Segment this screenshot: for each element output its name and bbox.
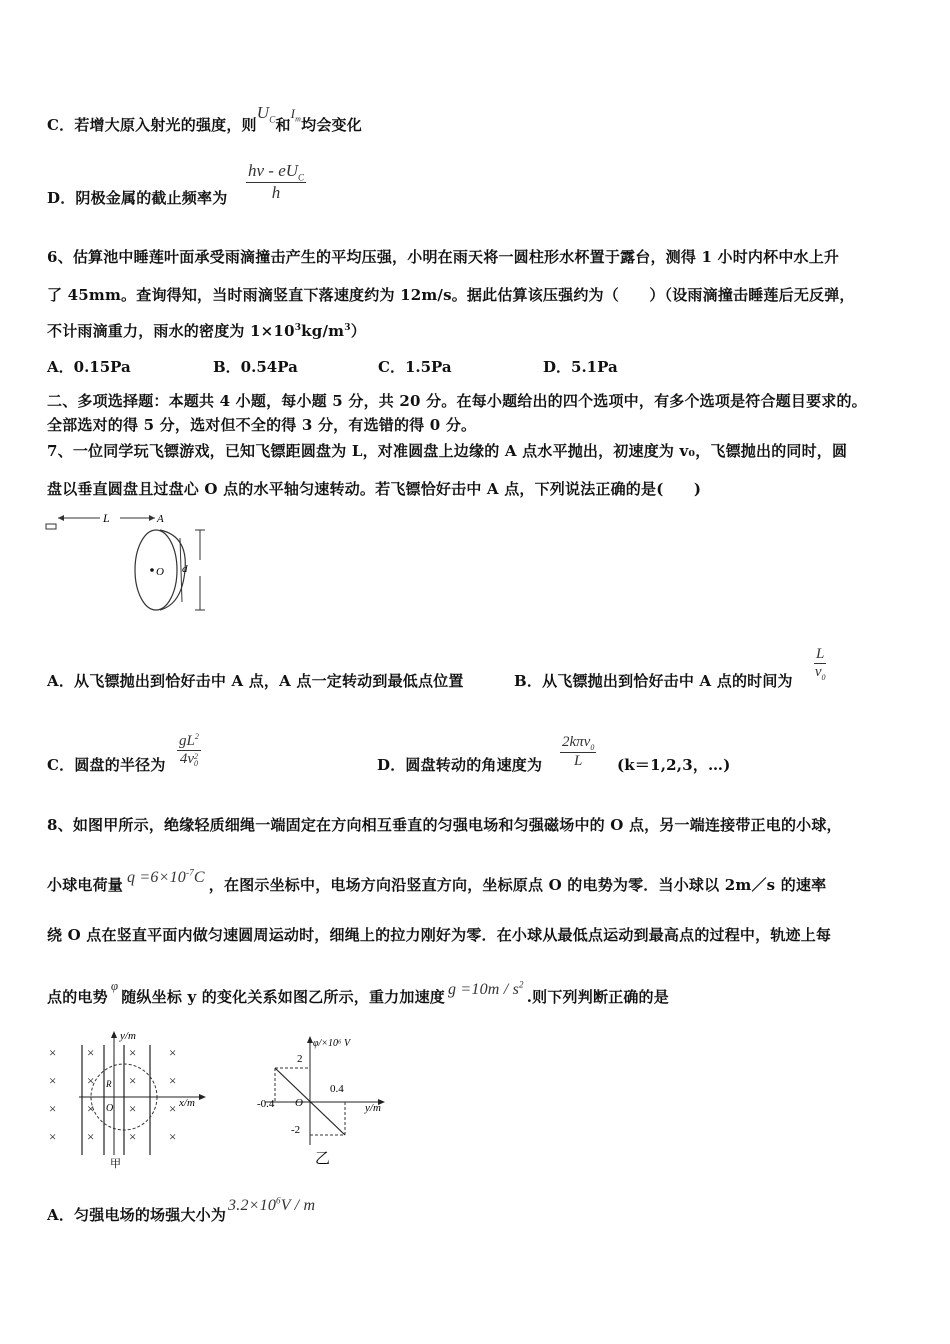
svg-text:×: × [169,1101,177,1116]
q7-option-d[interactable]: D．圆盘转动的角速度为 [377,756,543,774]
svg-text:y/m: y/m [120,1030,136,1042]
svg-text:×: × [49,1101,57,1116]
q7-line-2: 盘以垂直圆盘且过盘心 O 点的水平轴匀速转动。若飞镖恰好击中 A 点，下列说法正确的是( ) [47,480,702,498]
q8-gravity-formula: $g =10m / s^2$ [447,979,524,998]
svg-text:-2: -2 [291,1124,301,1136]
svg-text:2: 2 [297,1053,303,1065]
q8-line-4: 点的电势φ随纵坐标 y 的变化关系如图乙所示，重力加速度 $g =10m / s^2$.则下列判断正确的是 [47,978,669,1006]
svg-text:×: × [129,1101,137,1116]
svg-text:×: × [87,1129,95,1144]
svg-text:0.4: 0.4 [330,1083,344,1095]
q7-option-a[interactable]: A．从飞镖抛出到恰好击中 A 点，A 点一定转动到最低点位置 [47,672,464,690]
q6-line-1: 6、估算池中睡莲叶面承受雨滴撞击产生的平均压强，小明在雨天将一圆柱形水杯置于露台，测得 1 小时内杯中水上升 [47,248,840,266]
q7-b-fraction [814,646,826,682]
q7-b-denominator: $v_0$ [814,664,826,682]
svg-text:×: × [129,1073,137,1088]
q7-line-1: 7、一位同学玩飞镖游戏，已知飞镖距圆盘为 L，对准圆盘上边缘的 A 点水平抛出，初速度为 v₀，飞镖抛出的同时，圆 [47,442,848,460]
q7-b-numerator: L [816,646,825,662]
q7-fig-d: d [182,563,188,575]
q5-option-d[interactable] [47,187,227,208]
q8-charge-formula: $q =6\times 10^{-7}C$ [127,867,205,886]
svg-text:×: × [49,1129,57,1144]
svg-text:甲: 甲 [110,1158,121,1170]
q6-option-b[interactable]: B．0.54Pa [213,358,298,376]
q7-option-b[interactable]: B．从飞镖抛出到恰好击中 A 点的时间为 [514,672,793,690]
q7-d-range: (k＝1,2,3，…) [617,756,731,774]
svg-text:×: × [129,1129,137,1144]
svg-text:×: × [169,1129,177,1144]
q8-line-1: 8、如图甲所示，绝缘轻质细绳一端固定在方向相互垂直的匀强电场和匀强磁场中的 O 点，另一端连接带正电的小球， [47,816,842,834]
q8-figure-yi [255,1030,395,1170]
svg-text:y/m: y/m [365,1102,381,1114]
q7-d-numerator: 2kπv$_0$ [562,734,595,752]
q7-d-denominator: L [574,753,583,769]
svg-text:φ/×10⁶ V: φ/×10⁶ V [313,1038,351,1049]
q5-option-c[interactable] [47,103,362,136]
q5-d-numerator: hν - $eU_C$ [248,161,305,183]
q8-option-a[interactable]: A．匀强电场的场强大小为$3.2\times 10^6V / m$ [47,1195,316,1224]
svg-text:-0.4: -0.4 [257,1098,275,1110]
q8-line-2: 小球电荷量 $q =6\times 10^{-7}C$ ，在图示坐标中，电场方向沿竖直方向，坐标原点 O 的电势为零．当小球以 2m／s 的速率 [47,867,827,894]
section2-line-2: 全部选对的得 5 分，选对但不全的得 3 分，有选错的得 0 分。 [47,416,477,434]
svg-text:×: × [169,1045,177,1060]
svg-text:乙: 乙 [315,1151,331,1167]
disc-center-dot [150,568,154,572]
section2-line-1: 二、多项选择题：本题共 4 小题，每小题 5 分，共 20 分。在每小题给出的四个选项中，有多个选项是符合题目要求的。 [47,392,867,410]
q7-c-fraction [177,732,201,768]
svg-text:×: × [129,1045,137,1060]
q7-fig-L: L [103,511,110,525]
svg-text:×: × [87,1073,95,1088]
q7-d-fraction [560,734,596,770]
q5-c-text: C．若增大原入射光的强度，则 [47,116,257,134]
svg-text:×: × [49,1045,57,1060]
svg-text:×: × [49,1073,57,1088]
q6-option-a[interactable]: A．0.15Pa [47,358,131,376]
svg-text:O: O [295,1097,303,1109]
svg-text:O: O [106,1103,114,1114]
q5-c-i: $I_m$ [290,106,302,124]
magnetic-field-crosses [49,1045,176,1144]
svg-text:×: × [87,1101,95,1116]
q5-d-denominator: h [271,183,281,203]
q5-c-and: 和 [275,116,291,134]
q8-figure-jia [44,1025,214,1170]
dart-icon [46,524,56,529]
q8-phi-symbol: φ [110,978,119,993]
svg-text:×: × [87,1045,95,1060]
q6-option-c[interactable]: C．1.5Pa [378,358,452,376]
q5-c-u: $U_C$ [256,103,276,125]
q6-line-2: 了 45mm。查询得知，当时雨滴竖直下落速度约为 12m/s。据此估算该压强约为（ ）（设雨滴撞击睡莲后无反弹， [47,286,855,304]
q7-fig-O: O [156,566,164,578]
q7-c-numerator: $gL^2$ [179,732,199,749]
q5-d-fraction [246,161,306,203]
q7-dart-figure [40,508,230,618]
q7-fig-A: A [157,513,164,525]
q6-line-3: 不计雨滴重力，雨水的密度为 $1\times 10^3kg/m^3$） [47,322,366,340]
q7-c-denominator: 4v 2 0 [179,751,198,768]
svg-text:x/m: x/m [179,1097,195,1109]
q8-line-3: 绕 O 点在竖直平面内做匀速圆周运动时，细绳上的拉力刚好为零．在小球从最低点运动到最高点的过程中，轨迹上每 [47,926,832,944]
q6-option-d[interactable]: D．5.1Pa [543,358,618,376]
q5-d-text: D．阴极金属的截止频率为 [47,189,228,207]
svg-text:×: × [169,1073,177,1088]
q7-option-c[interactable]: C．圆盘的半径为 [47,756,166,774]
svg-text:R: R [106,1079,112,1089]
q5-c-post: 均会变化 [301,116,362,134]
q8-a-formula: $3.2\times 10^6V / m$ [228,1195,316,1214]
